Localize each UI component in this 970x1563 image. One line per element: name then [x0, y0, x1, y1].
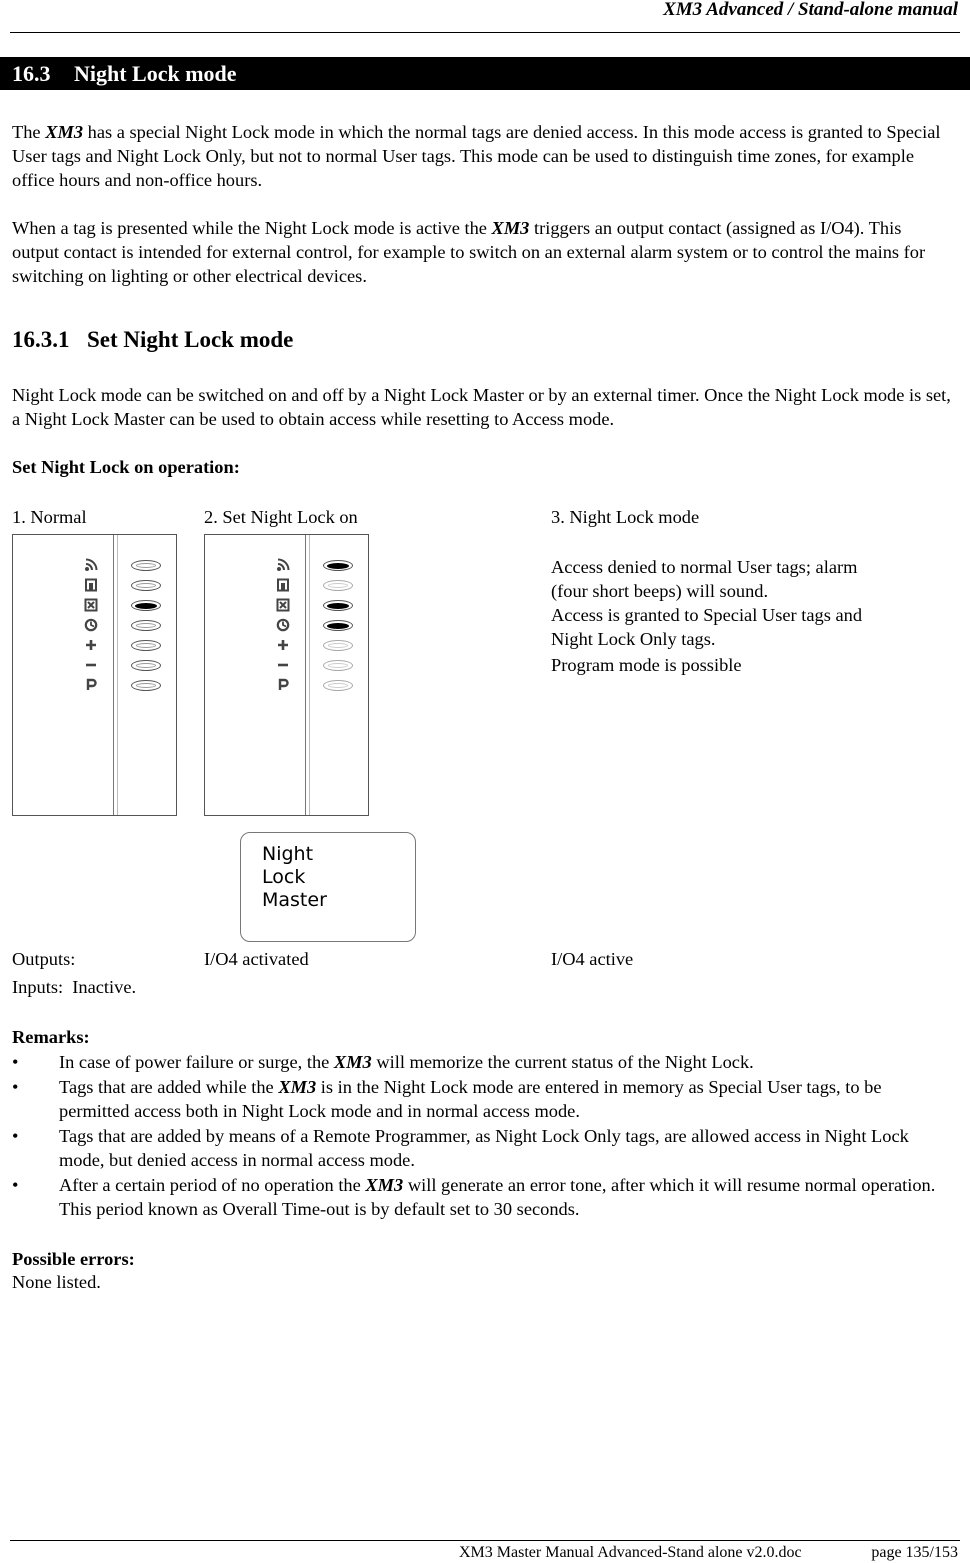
led-7: [131, 680, 161, 691]
section-heading: [0, 57, 970, 90]
led-5: [131, 640, 161, 651]
list-item: • After a certain period of no operation the XM3 will generate an error tone, after which it will resume normal operation. This period known as Overall Time-out is by default set to 30 seconds.: [12, 1173, 947, 1221]
product-name: XM3: [45, 122, 84, 142]
boxed-x-icon: [276, 598, 290, 612]
p-icon: [84, 678, 98, 692]
subsection-number: 16.3.1: [12, 327, 70, 352]
minus-icon: [276, 658, 290, 672]
subsection-heading: [12, 325, 293, 355]
outputs-step-3: I/O4 active: [551, 949, 634, 969]
night-lock-master-card: Night Lock Master: [240, 832, 416, 942]
plus-icon: [276, 638, 290, 652]
led-7: [323, 680, 353, 691]
remarks-heading: Remarks:: [12, 1027, 90, 1047]
step-1-label: 1. Normal: [12, 507, 87, 527]
reader-panel-normal: [12, 534, 177, 816]
list-item: • Tags that are added by means of a Remote Programmer, as Night Lock Only tags, are allowed access in Night Lock mode, but denied access in normal access mode.: [12, 1124, 947, 1172]
errors-text: None listed.: [12, 1272, 101, 1292]
led-3: [131, 600, 161, 611]
led-6: [131, 660, 161, 671]
led-4: [131, 620, 161, 631]
signal-icon: [276, 558, 290, 572]
subsection-title: Set Night Lock mode: [87, 327, 294, 352]
operation-heading: Set Night Lock on operation:: [12, 457, 240, 477]
p-icon: [276, 678, 290, 692]
remarks-list: [12, 1050, 947, 1221]
page-header-title: XM3 Advanced / Stand-alone manual: [663, 0, 958, 20]
intro-paragraph-2: When a tag is presented while the Night Lock mode is active the XM3 triggers an output contact (assigned as I/O4). This output contact is intended for external control, for example to switch on an external alarm system or to control the mains for switching on lighting or other electrical devices.: [12, 218, 926, 286]
outputs-label: Outputs:: [12, 949, 76, 969]
boxed-x-icon: [84, 598, 98, 612]
section-number: 16.3: [12, 61, 51, 86]
list-item: • Tags that are added while the XM3 is in the Night Lock mode are entered in memory as Special User tags, to be permitted access both in Night Lock mode and in normal access mode.: [12, 1075, 947, 1123]
led-2: [131, 580, 161, 591]
plus-icon: [84, 638, 98, 652]
intro-paragraph-1: The XM3 has a special Night Lock mode in which the normal tags are denied access. In this mode access is granted to Special User tags and Night Lock Only, but not to normal User tags. This mode can be used to distinguish time zones, for example office hours and non-office hours.: [12, 122, 941, 190]
led-6: [323, 660, 353, 671]
step-3-label: 3. Night Lock mode: [551, 507, 700, 527]
minus-icon: [84, 658, 98, 672]
door-icon: [84, 578, 98, 592]
footer-doc-name: XM3 Master Manual Advanced-Stand alone v2.0.doc: [459, 1544, 802, 1561]
clock-icon: [84, 618, 98, 632]
door-icon: [276, 578, 290, 592]
product-name: XM3: [491, 218, 530, 238]
signal-icon: [84, 558, 98, 572]
footer-page-number: page 135/153: [871, 1544, 958, 1561]
led-2: [323, 580, 353, 591]
led-1: [323, 560, 353, 571]
list-item: • In case of power failure or surge, the XM3 will memorize the current status of the Night Lock.: [12, 1050, 947, 1074]
led-4: [323, 620, 353, 631]
led-1: [131, 560, 161, 571]
step-2-label: 2. Set Night Lock on: [204, 507, 358, 527]
section-title: Night Lock mode: [74, 61, 237, 86]
step-3-description: Access denied to normal User tags; alarm (four short beeps) will sound. Access is granted to Special User tags and Night Lock Only tags. Program mode is possible: [551, 557, 863, 675]
reader-panel-night-lock-on: [204, 534, 369, 816]
inputs-text: Inputs: Inactive.: [12, 977, 137, 997]
footer-rule: [10, 1540, 960, 1541]
errors-heading: Possible errors:: [12, 1249, 135, 1269]
subsection-text: Night Lock mode can be switched on and off by a Night Lock Master or by an external timer. Once the Night Lock mode is set, a Night Lock Master can be used to obtain access while resetting to Access mode.: [12, 385, 951, 429]
header-rule: [10, 32, 960, 33]
led-5: [323, 640, 353, 651]
clock-icon: [276, 618, 290, 632]
outputs-step-2: I/O4 activated: [204, 949, 309, 969]
led-3: [323, 600, 353, 611]
